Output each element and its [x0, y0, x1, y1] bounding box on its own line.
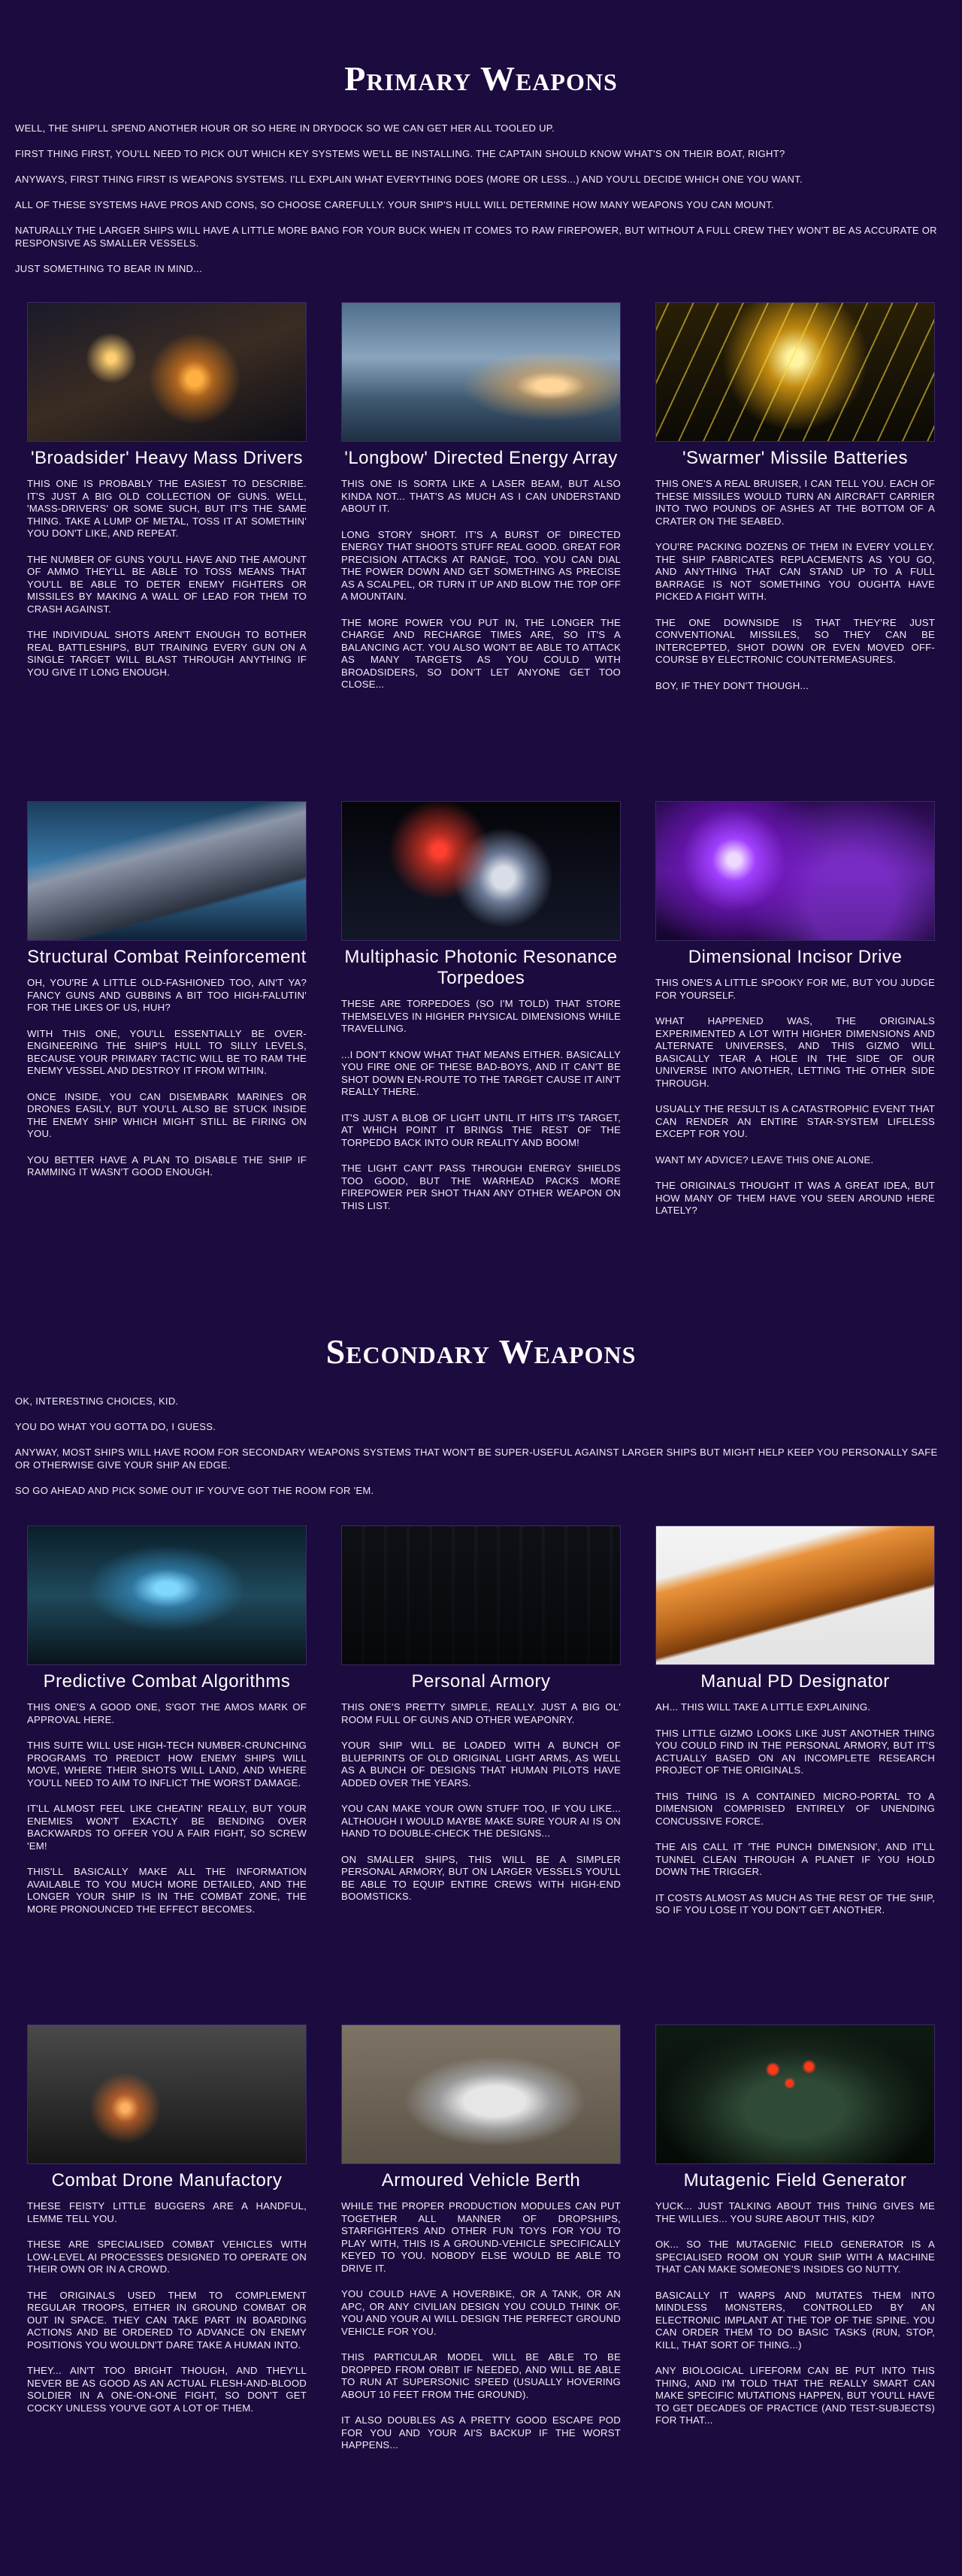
card-paragraph: THIS ONE IS SORTA LIKE A LASER BEAM, BUT ALSO KINDA NOT... THAT'S AS MUCH AS I CAN UNDERSTAND ABOUT IT.	[341, 478, 621, 514]
weapon-card-armory[interactable]	[341, 1525, 621, 1917]
card-title: Combat Drone Manufactory	[51, 2170, 283, 2191]
card-paragraph: YOUR SHIP WILL BE LOADED WITH A BUNCH OF BLUEPRINTS OF OLD ORIGINAL LIGHT ARMS, AS WELL AS A BUNCH OF DESIGNS THAT HUMAN PILOTS HAVE ADDED OVER THE YEARS.	[341, 1740, 621, 1788]
weapon-card-predictive[interactable]	[27, 1525, 307, 1929]
card-title: Multiphasic Photonic Resonance Torpedoes	[344, 947, 618, 988]
card-title: Dimensional Incisor Drive	[688, 947, 903, 967]
card-paragraph: IT ALSO DOUBLES AS A PRETTY GOOD ESCAPE POD FOR YOU AND YOUR AI'S BACKUP IF THE WORST HAPPENS...	[341, 2414, 621, 2451]
weapon-card-swarmer[interactable]	[655, 302, 935, 706]
card-paragraph: WITH THIS ONE, YOU'LL ESSENTIALLY BE OVER-ENGINEERING THE SHIP'S HULL TO SILLY LEVELS, BECAUSE YOUR PRIMARY TACTIC WILL BE TO RAM THE ENEMY VESSEL AND DESTROY IT FROM WITHIN.	[27, 1027, 307, 1076]
weapon-card-structural[interactable]	[27, 801, 307, 1193]
card-paragraph: YOU'RE PACKING DOZENS OF THEM IN EVERY VOLLEY. THE SHIP FABRICATES REPLACEMENTS AS YOU GO, AND ANYTHING THAT CAN STAND UP TO A FULL BARRAGE IS NOT SOMETHING YOU OUGHTA HAVE PICKED A FIGHT WITH.	[655, 541, 935, 602]
card-paragraph: AH... THIS WILL TAKE A LITTLE EXPLAINING.	[655, 1701, 871, 1713]
card-title: Predictive Combat Algorithms	[43, 1671, 291, 1692]
intro-paragraph: FIRST THING FIRST, YOU'LL NEED TO PICK OUT WHICH KEY SYSTEMS WE'LL BE INSTALLING. THE CAPTAIN SHOULD KNOW WHAT'S ON THEIR BOAT, RIGHT?	[15, 148, 785, 159]
weapon-card-drone[interactable]	[27, 2024, 307, 2428]
card-paragraph: THE MORE POWER YOU PUT IN, THE LONGER THE CHARGE AND RECHARGE TIMES ARE, SO IT'S A BALANCING ACT. YOU ALSO WON'T BE ABLE TO ATTACK AS MANY TARGETS AS YOU COULD WITH BROADSIDERS, SO DON'T LET ANYONE GET TOO CLOSE...	[341, 616, 621, 690]
secondary-intro	[0, 1395, 962, 1510]
card-paragraph: THE INDIVIDUAL SHOTS AREN'T ENOUGH TO BOTHER REAL BATTLESHIPS, BUT TRAINING EVERY GUN ON A SINGLE TARGET WILL BLAST THROUGH ANYTHING IF YOU GIVE IT LONG ENOUGH.	[27, 629, 307, 678]
card-paragraph: THIS'LL BASICALLY MAKE ALL THE INFORMATION AVAILABLE TO YOU MUCH MORE DETAILED, AND THE LONGER YOUR SHIP IS IN THE COMBAT ZONE, THE MORE PRONOUNCED THE EFFECT BECOMES.	[27, 1866, 307, 1915]
weapon-card-mutagenic[interactable]	[655, 2024, 935, 2441]
card-title: Mutagenic Field Generator	[683, 2170, 907, 2191]
intro-paragraph: NATURALLY THE LARGER SHIPS WILL HAVE A LITTLE MORE BANG FOR YOUR BUCK WHEN IT COMES TO RAW FIREPOWER, BUT WITHOUT A FULL CREW THEY WON'T BE AS ACCURATE OR RESPONSIVE AS SMALLER VESSELS.	[15, 225, 937, 249]
card-paragraph: THIS LITTLE GIZMO LOOKS LIKE JUST ANOTHER THING YOU COULD FIND IN THE PERSONAL ARMORY, BUT IT'S ACTUALLY BASED ON AN INCOMPLETE RESEARCH PROJECT OF THE ORIGINALS.	[655, 1727, 935, 1776]
card-paragraph: USUALLY THE RESULT IS A CATASTROPHIC EVENT THAT CAN RENDER AN ENTIRE STAR-SYSTEM LIFELESS EXCEPT FOR YOU.	[655, 1103, 935, 1139]
card-title: Armoured Vehicle Berth	[381, 2170, 581, 2191]
card-paragraph: THIS PARTICULAR MODEL WILL BE ABLE TO BE DROPPED FROM ORBIT IF NEEDED, AND WILL BE ABLE TO RUN AT SUPERSONIC SPEED (USUALLY HOVERING ABOUT 10 FEET FROM THE GROUND).	[341, 2351, 621, 2400]
intro-paragraph: ANYWAY, MOST SHIPS WILL HAVE ROOM FOR SECONDARY WEAPONS SYSTEMS THAT WON'T BE SUPER-USEFUL AGAINST LARGER SHIPS BUT MIGHT HELP KEEP YOU PERSONALLY SAFE OR OTHERWISE GIVE YOUR SHIP AN EDGE.	[15, 1447, 938, 1471]
card-paragraph: OK... SO THE MUTAGENIC FIELD GENERATOR IS A SPECIALISED ROOM ON YOUR SHIP WITH A MACHINE THAT CAN MAKE SOMEONE'S INSIDES GO NUTTY.	[655, 2239, 935, 2275]
card-title: Structural Combat Reinforcement	[27, 947, 307, 967]
card-paragraph: THIS ONE IS PROBABLY THE EASIEST TO DESCRIBE. IT'S JUST A BIG OLD COLLECTION OF GUNS. WELL, 'MASS-DRIVERS' OR SOME SUCH, BUT IT'S THE SAME THING. TAKE A LUMP OF METAL, TOSS IT AT SOMETHIN' YOU DON'T LIKE, AND REPEAT.	[27, 478, 307, 539]
card-paragraph: YUCK... JUST TALKING ABOUT THIS THING GIVES ME THE WILLIES... YOU SURE ABOUT THIS, KID?	[655, 2200, 935, 2224]
card-paragraph: ANY BIOLOGICAL LIFEFORM CAN BE PUT INTO THIS THING, AND I'M TOLD THAT THE REALLY SMART CAN MAKE SPECIFIC MUTATIONS HAPPEN, BUT YOU'LL HAVE TO GET DECADES OF PRACTICE (AND TEST-SUBJECTS) FOR THAT...	[655, 2365, 935, 2426]
card-paragraph: IT'LL ALMOST FEEL LIKE CHEATIN' REALLY, BUT YOUR ENEMIES WON'T EXACTLY BE BENDING OVER BACKWARDS TO OFFER YOU A FAIR FIGHT, SO SCREW 'EM!	[27, 1803, 307, 1852]
longbow-image	[341, 302, 621, 442]
card-paragraph: THE AIS CALL IT 'THE PUNCH DIMENSION', AND IT'LL TUNNEL CLEAN THROUGH A PLANET IF YOU HOLD DOWN THE TRIGGER.	[655, 1841, 935, 1877]
card-paragraph: THIS SUITE WILL USE HIGH-TECH NUMBER-CRUNCHING PROGRAMS TO PREDICT HOW ENEMY SHIPS WILL MOVE, WHERE THEIR SHOTS WILL LAND, AND WHERE YOU'LL NEED TO AIM TO INFLICT THE WORST DAMAGE.	[27, 1740, 307, 1788]
card-paragraph: THESE ARE SPECIALISED COMBAT VEHICLES WITH LOW-LEVEL AI PROCESSES DESIGNED TO OPERATE ON THEIR OWN OR IN A CROWD.	[27, 2239, 307, 2275]
photonic-image	[341, 801, 621, 941]
card-paragraph: BASICALLY IT WARPS AND MUTATES THEM INTO MINDLESS MONSTERS, CONTROLLED BY AN ELECTRONIC IMPLANT AT THE TOP OF THE SPINE. YOU CAN ORDER THEM TO DO BASIC TASKS (RUN, STOP, KILL, THAT SORT OF THING...)	[655, 2289, 935, 2351]
card-paragraph: THIS ONE'S A GOOD ONE, S'GOT THE AMOS MARK OF APPROVAL HERE.	[27, 1701, 307, 1725]
card-paragraph: THIS THING IS A CONTAINED MICRO-PORTAL TO A DIMENSION COMPRISED ENTIRELY OF UNENDING CONCUSSIVE FORCE.	[655, 1790, 935, 1827]
card-paragraph: THE ORIGINALS THOUGHT IT WAS A GREAT IDEA, BUT HOW MANY OF THEM HAVE YOU SEEN AROUND HERE LATELY?	[655, 1180, 935, 1216]
intro-paragraph: ALL OF THESE SYSTEMS HAVE PROS AND CONS, SO CHOOSE CAREFULLY. YOUR SHIP'S HULL WILL DETERMINE HOW MANY WEAPONS YOU CAN MOUNT.	[15, 199, 774, 210]
card-title: 'Swarmer' Missile Batteries	[682, 448, 909, 468]
weapon-card-broadsider[interactable]	[27, 302, 307, 692]
incisor-image	[655, 801, 935, 941]
intro-paragraph: OK, INTERESTING CHOICES, KID.	[15, 1395, 179, 1407]
intro-paragraph: SO GO AHEAD AND PICK SOME OUT IF YOU'VE GOT THE ROOM FOR 'EM.	[15, 1485, 374, 1496]
card-paragraph: THESE ARE TORPEDOES (SO I'M TOLD) THAT STORE THEMSELVES IN HIGHER PHYSICAL DIMENSIONS WHILE TRAVELLING.	[341, 998, 621, 1034]
secondary-weapons-title: Secondary Weapons	[325, 1332, 637, 1371]
card-paragraph: THEY... AIN'T TOO BRIGHT THOUGH, AND THEY'LL NEVER BE AS GOOD AS AN ACTUAL FLESH-AND-BLOOD SOLDIER IN A ONE-ON-ONE FIGHT, SO DON'T GET COCKY UNLESS YOU'VE GOT A LOT OF THEM.	[27, 2365, 307, 2414]
card-paragraph: IT'S JUST A BLOB OF LIGHT UNTIL IT HITS IT'S TARGET, AT WHICH POINT IT BRINGS THE REST OF THE TORPEDO BACK INTO OUR REALITY AND BOOM!	[341, 1111, 621, 1148]
structural-image	[27, 801, 307, 941]
weapon-card-longbow[interactable]	[341, 302, 621, 705]
card-paragraph: LONG STORY SHORT. IT'S A BURST OF DIRECTED ENERGY THAT SHOOTS STUFF REAL GOOD. GREAT FOR PRECISION ATTACKS AT RANGE, TOO. YOU CAN DIAL THE POWER DOWN AND GET SOMETHING AS PRECISE AS A SCALPEL, OR TURN IT UP AND BLOW THE TOP OFF A MOUNTAIN.	[341, 528, 621, 602]
card-title: Manual PD Designator	[700, 1671, 890, 1692]
card-title: Personal Armory	[411, 1671, 551, 1692]
intro-paragraph: JUST SOMETHING TO BEAR IN MIND...	[15, 263, 202, 274]
card-paragraph: THESE FEISTY LITTLE BUGGERS ARE A HANDFUL, LEMME TELL YOU.	[27, 2200, 307, 2224]
intro-paragraph: ANYWAYS, FIRST THING FIRST IS WEAPONS SYSTEMS. I'LL EXPLAIN WHAT EVERYTHING DOES (MORE OR LESS...) AND YOU'LL DECIDE WHICH ONE YOU WANT.	[15, 174, 803, 185]
card-paragraph: THIS ONE'S PRETTY SIMPLE, REALLY. JUST A BIG OL' ROOM FULL OF GUNS AND OTHER WEAPONRY.	[341, 1701, 621, 1725]
broadsider-image	[27, 302, 307, 442]
weapon-card-vehicle-berth[interactable]	[341, 2024, 621, 2466]
manual-pd-image	[655, 1525, 935, 1665]
card-paragraph: ON SMALLER SHIPS, THIS WILL BE A SIMPLER PERSONAL ARMORY, BUT ON LARGER VESSELS YOU'LL BE ABLE TO EQUIP ENTIRE CREWS WITH HIGH-END BOOMSTICKS.	[341, 1853, 621, 1902]
armory-image	[341, 1525, 621, 1665]
card-paragraph: WHILE THE PROPER PRODUCTION MODULES CAN PUT TOGETHER ALL MANNER OF DROPSHIPS, STARFIGHTERS AND OTHER FUN TOYS FOR YOU TO PLAY WITH, THIS IS A GROUND-VEHICLE SPECIFICALLY KEYED TO YOU. NOBODY ELSE WOULD BE ABLE TO DRIVE IT.	[341, 2200, 621, 2274]
primary-weapons-title: Primary Weapons	[344, 59, 618, 98]
card-paragraph: THE ONE DOWNSIDE IS THAT THEY'RE JUST CONVENTIONAL MISSILES, SO THEY CAN BE INTERCEPTED, SHOT DOWN OR EVEN MOVED OFF-COURSE BY ELECTRONIC COUNTERMEASURES.	[655, 616, 935, 665]
card-paragraph: THE ORIGINALS USED THEM TO COMPLEMENT REGULAR TROOPS, EITHER IN GROUND COMBAT OR OUT IN SPACE. THEY CAN TAKE PART IN BOARDING ACTIONS AND BE ORDERED TO ADVANCE ON ENEMY POSITIONS YOU WOULDN'T DARE TAKE A HUMAN INTO.	[27, 2289, 307, 2351]
card-paragraph: THIS ONE'S A LITTLE SPOOKY FOR ME, BUT YOU JUDGE FOR YOURSELF.	[655, 977, 935, 1001]
card-paragraph: THIS ONE'S A REAL BRUISER, I CAN TELL YOU. EACH OF THESE MISSILES WOULD TURN AN AIRCRAFT CARRIER INTO TWO POUNDS OF ASHES AT THE BOTTOM OF A CRATER ON THE SEABED.	[655, 478, 935, 527]
intro-paragraph: WELL, THE SHIP'LL SPEND ANOTHER HOUR OR SO HERE IN DRYDOCK SO WE CAN GET HER ALL TOOLED UP.	[15, 122, 555, 134]
card-paragraph: OH, YOU'RE A LITTLE OLD-FASHIONED TOO, AIN'T YA? FANCY GUNS AND GUBBINS A BIT TOO HIGH-FALUTIN' FOR THE LIKES OF US, HUH?	[27, 977, 307, 1013]
primary-intro	[0, 122, 962, 288]
card-paragraph: THE LIGHT CAN'T PASS THROUGH ENERGY SHIELDS TOO GOOD, BUT THE WARHEAD PACKS MORE FIREPOWER PER SHOT THAN ANY OTHER WEAPON ON THIS LIST.	[341, 1163, 621, 1211]
weapon-card-incisor[interactable]	[655, 801, 935, 1231]
card-paragraph: IT COSTS ALMOST AS MUCH AS THE REST OF THE SHIP, SO IF YOU LOSE IT YOU DON'T GET ANOTHER.	[655, 1891, 935, 1915]
card-paragraph: YOU CAN MAKE YOUR OWN STUFF TOO, IF YOU LIKE... ALTHOUGH I WOULD MAYBE MAKE SURE YOUR AI IS ON HAND TO DOUBLE-CHECK THE DESIGNS...	[341, 1803, 621, 1839]
card-paragraph: BOY, IF THEY DON'T THOUGH...	[655, 679, 809, 691]
card-paragraph: ONCE INSIDE, YOU CAN DISEMBARK MARINES OR DRONES EASILY, BUT YOU'LL ALSO BE STUCK INSIDE THE ENEMY SHIP WHICH MIGHT STILL BE FIRING ON YOU.	[27, 1090, 307, 1139]
card-paragraph: YOU BETTER HAVE A PLAN TO DISABLE THE SHIP IF RAMMING IT WASN'T GOOD ENOUGH.	[27, 1153, 307, 1178]
mutagenic-image	[655, 2024, 935, 2164]
card-paragraph: YOU COULD HAVE A HOVERBIKE, OR A TANK, OR AN APC, OR ANY CIVILIAN DESIGN YOU COULD THINK OF. YOU AND YOUR AI WILL DESIGN THE PERFECT GROUND VEHICLE FOR YOU.	[341, 2288, 621, 2337]
card-title: 'Broadsider' Heavy Mass Drivers	[30, 448, 304, 468]
card-paragraph: THE NUMBER OF GUNS YOU'LL HAVE AND THE AMOUNT OF AMMO THEY'LL BE ABLE TO TOSS MEANS THAT YOU'LL BE ABLE TO DETER ENEMY FIGHTERS OR MISSILES BY MAKING A WALL OF LEAD FOR THEM TO CRASH AGAINST.	[27, 553, 307, 615]
card-paragraph: ...I DON'T KNOW WHAT THAT MEANS EITHER. BASICALLY YOU FIRE ONE OF THESE BAD-BOYS, AND IT CAN'T BE SHOT DOWN EN-ROUTE TO THE TARGET CAUSE IT AIN'T REALLY THERE.	[341, 1048, 621, 1097]
predictive-image	[27, 1525, 307, 1665]
weapon-card-manual-pd[interactable]	[655, 1525, 935, 1930]
card-paragraph: WHAT HAPPENED WAS, THE ORIGINALS EXPERIMENTED A LOT WITH HIGHER DIMENSIONS AND ALTERNATE UNIVERSES, AND THIS GIZMO WILL BASICALLY TEAR A HOLE IN THE SIDE OF OUR UNIVERSE INTO ANOTHER, LETTING THE OTHER SIDE THROUGH.	[655, 1015, 935, 1089]
intro-paragraph: YOU DO WHAT YOU GOTTA DO, I GUESS.	[15, 1421, 216, 1432]
card-paragraph: WANT MY ADVICE? LEAVE THIS ONE ALONE.	[655, 1153, 874, 1166]
weapon-card-photonic[interactable]	[341, 801, 621, 1226]
vehicle-berth-image	[341, 2024, 621, 2164]
swarmer-image	[655, 302, 935, 442]
drone-image	[27, 2024, 307, 2164]
card-title: 'Longbow' Directed Energy Array	[344, 448, 618, 468]
